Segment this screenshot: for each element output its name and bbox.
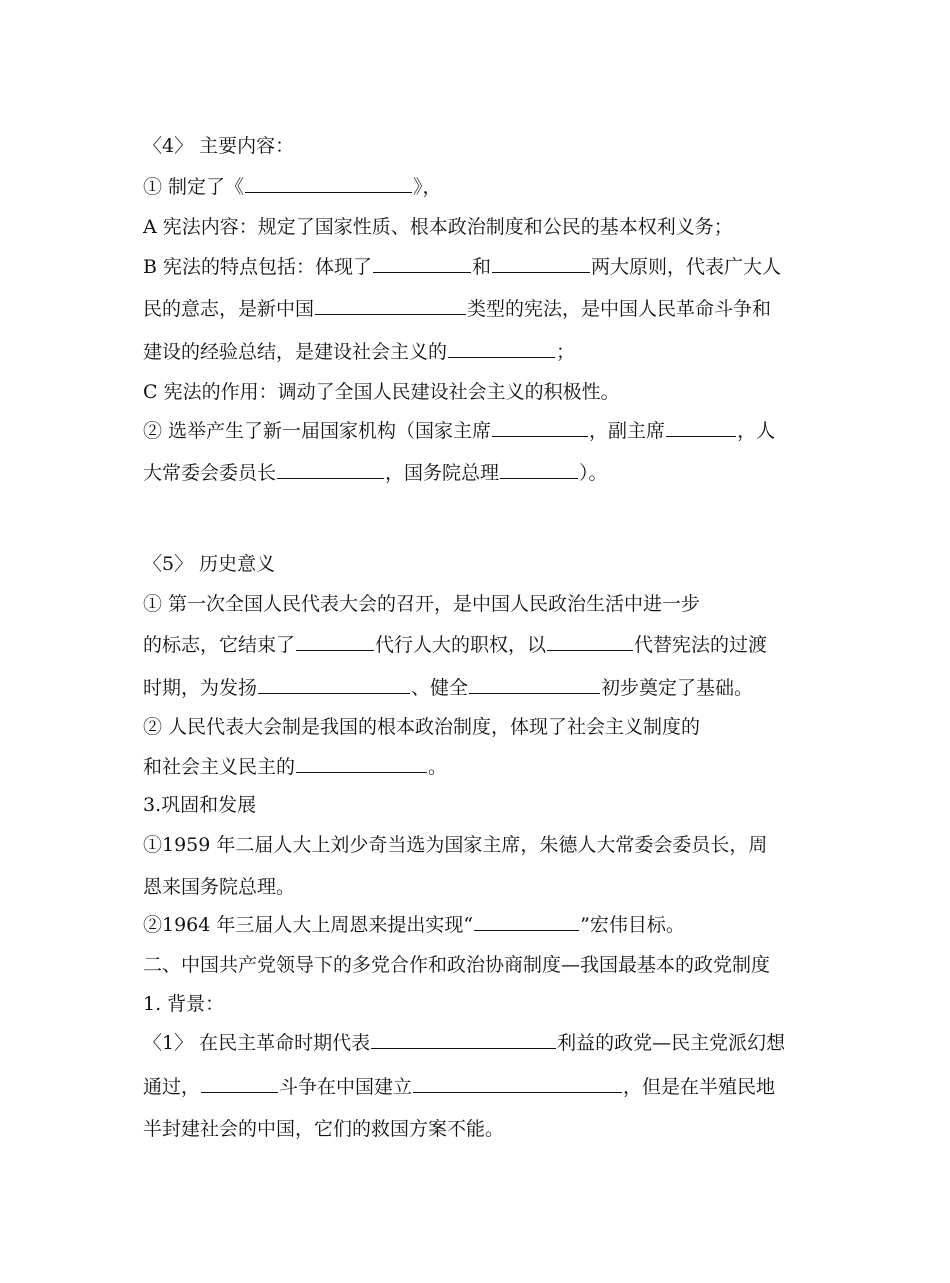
fill-blank[interactable]	[448, 340, 555, 358]
text-line: ① 制定了《 》，	[143, 176, 442, 198]
text-line: 民的意志，是新中国 类型的宪法，是中国人民革命斗争和	[143, 298, 772, 320]
text-line: ② 人民代表大会制是我国的根本政治制度，体现了社会主义制度的	[143, 716, 701, 738]
fill-blank[interactable]	[315, 297, 466, 315]
heading-background: 1. 背景：	[143, 993, 225, 1015]
fill-blank[interactable]	[492, 419, 588, 437]
heading-main-content: 〈4〉 主要内容：	[143, 135, 295, 157]
fill-blank[interactable]	[277, 461, 384, 479]
fill-blank[interactable]	[547, 633, 633, 651]
fill-blank[interactable]	[296, 755, 427, 773]
heading-section-two: 二、中国共产党领导下的多党合作和政治协商制度—我国最基本的政党制度	[143, 954, 771, 976]
text-line: ② 选举产生了新一届国家机构（国家主席 ，副主席 ，人	[143, 420, 776, 442]
heading-historical-significance: 〈5〉 历史意义	[143, 553, 276, 575]
fill-blank[interactable]	[413, 1075, 622, 1093]
text-line: ①1959 年二届人大上刘少奇当选为国家主席，朱德人大常委会委员长，周	[143, 834, 768, 856]
fill-blank[interactable]	[371, 1031, 556, 1049]
text-line: 时期，为发扬 、健全 初步奠定了基础。	[143, 677, 754, 699]
text-line: ②1964 年三届人大上周恩来提出实现“ ”宏伟目标。	[143, 914, 685, 936]
fill-blank[interactable]	[296, 633, 374, 651]
fill-blank[interactable]	[258, 676, 410, 694]
fill-blank[interactable]	[245, 175, 412, 193]
heading-consolidation: 3.巩固和发展	[143, 794, 257, 816]
fill-blank[interactable]	[373, 255, 471, 273]
text-line: A 宪法内容：规定了国家性质、根本政治制度和公民的基本权利义务；	[143, 216, 733, 238]
text-line: 〈1〉 在民主革命时期代表 利益的政党—民主党派幻想	[143, 1032, 786, 1054]
text-line: ① 第一次全国人民代表大会的召开，是中国人民政治生活中进一步	[143, 593, 701, 615]
fill-blank[interactable]	[500, 461, 578, 479]
text-line: 的标志，它结束了 代行人大的职权，以 代替宪法的过渡	[143, 634, 768, 656]
text-line: C 宪法的作用：调动了全国人民建设社会主义的积极性。	[143, 381, 620, 403]
fill-blank[interactable]	[474, 913, 579, 931]
text-line: B 宪法的特点包括：体现了 和 两大原则，代表广大人	[143, 256, 782, 278]
text-line: 恩来国务院总理。	[143, 876, 296, 898]
text-line: 半封建社会的中国，它们的救国方案不能。	[143, 1118, 505, 1140]
fill-blank[interactable]	[201, 1075, 278, 1093]
text-line: 和社会主义民主的 。	[143, 756, 448, 778]
text-line: 建设的经验总结，是建设社会主义的 ；	[143, 341, 576, 363]
text-line: 大常委会委员长 ，国务院总理 ）。	[143, 462, 608, 484]
fill-blank[interactable]	[492, 255, 590, 273]
fill-blank[interactable]	[469, 676, 600, 694]
text-line: 通过， 斗争在中国建立 ，但是在半殖民地	[143, 1076, 776, 1098]
fill-blank[interactable]	[666, 419, 736, 437]
